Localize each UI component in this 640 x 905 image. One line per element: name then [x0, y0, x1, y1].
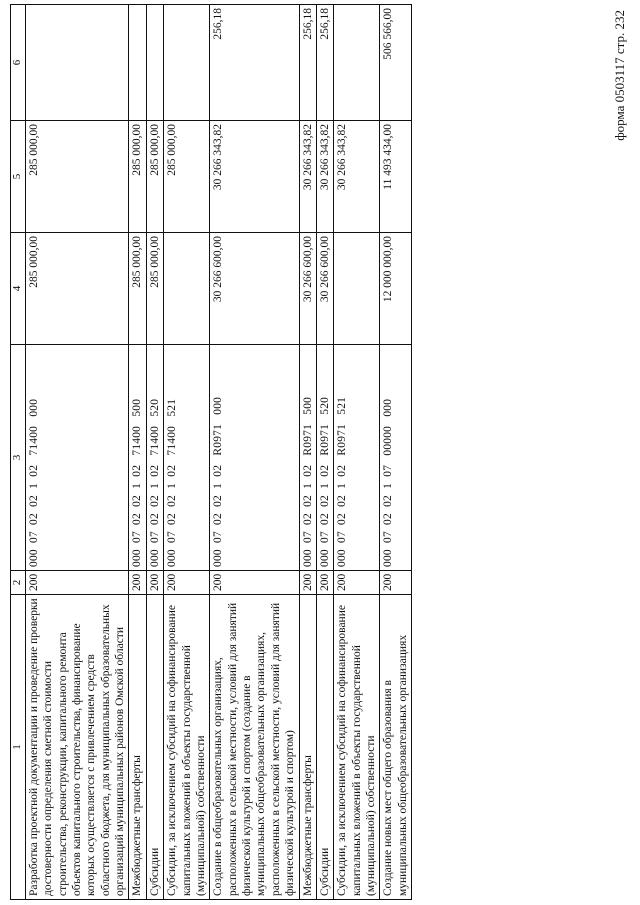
column-header: 6 [11, 5, 26, 121]
unexecuted-amount-cell [25, 5, 129, 121]
unexecuted-amount-cell: 256,18 [210, 5, 299, 121]
column-header: 1 [11, 595, 26, 900]
approved-amount-cell [164, 233, 210, 345]
budget-execution-table [10, 4, 412, 900]
table-row [210, 5, 299, 900]
table-row [129, 5, 146, 900]
column-number-row [11, 5, 26, 900]
executed-amount-cell: 285 000,00 [25, 121, 129, 233]
row-name-cell: Создание в общеобразовательных организациях, расположенных в сельской местности, условий для занятий физической культурой и спортом (создание в муниципальных общеобразовательных организациях, расположенных в сельской местности, условий для занятий физической культурой и спортом) [210, 595, 299, 900]
table-row [334, 5, 380, 900]
line-code-cell: 200 [380, 571, 412, 595]
table-row [299, 5, 316, 900]
budget-code-cell: 000 07 02 02 1 02 71400 521 [164, 345, 210, 571]
budget-code-cell: 000 07 02 02 1 02 71400 520 [146, 345, 163, 571]
executed-amount-cell: 30 266 343,82 [299, 121, 316, 233]
column-header: 3 [11, 345, 26, 571]
row-name-cell: Субсидии, за исключением субсидий на софинансирование капитальных вложений в объекты государственной (муниципальной) собственности [334, 595, 380, 900]
budget-code-cell: 000 07 02 02 1 02 71400 500 [129, 345, 146, 571]
line-code-cell: 200 [25, 571, 129, 595]
budget-code-cell: 000 07 02 02 1 02 R0971 520 [316, 345, 333, 571]
line-code-cell: 200 [164, 571, 210, 595]
line-code-cell: 200 [146, 571, 163, 595]
executed-amount-cell: 285 000,00 [129, 121, 146, 233]
executed-amount-cell: 11 493 434,00 [380, 121, 412, 233]
column-header: 5 [11, 121, 26, 233]
budget-code-cell: 000 07 02 02 1 07 00000 000 [380, 345, 412, 571]
approved-amount-cell [334, 233, 380, 345]
row-name-cell: Разработка проектной документации и проведение проверки достоверности определения сметной стоимости строительства, реконструкции, капитального ремонта объектов капитального строительства, финансирование которых осуществляется с привлечением средств областного бюджета, для муниципальных образовательных организаций муниципальных районов Омской области [25, 595, 129, 900]
approved-amount-cell: 30 266 600,00 [210, 233, 299, 345]
approved-amount-cell: 12 000 000,00 [380, 233, 412, 345]
budget-code-cell: 000 07 02 02 1 02 R0971 500 [299, 345, 316, 571]
executed-amount-cell: 30 266 343,82 [210, 121, 299, 233]
table-row [25, 5, 129, 900]
line-code-cell: 200 [210, 571, 299, 595]
executed-amount-cell: 285 000,00 [146, 121, 163, 233]
budget-code-cell: 000 07 02 02 1 02 R0971 521 [334, 345, 380, 571]
approved-amount-cell: 285 000,00 [146, 233, 163, 345]
approved-amount-cell: 30 266 600,00 [316, 233, 333, 345]
line-code-cell: 200 [299, 571, 316, 595]
approved-amount-cell: 285 000,00 [25, 233, 129, 345]
form-number-label: форма 0503117 стр. 232 [612, 10, 627, 141]
unexecuted-amount-cell [164, 5, 210, 121]
unexecuted-amount-cell [146, 5, 163, 121]
unexecuted-amount-cell: 256,18 [316, 5, 333, 121]
unexecuted-amount-cell [334, 5, 380, 121]
table-row [164, 5, 210, 900]
executed-amount-cell: 30 266 343,82 [316, 121, 333, 233]
row-name-cell: Межбюджетные трансферты [299, 595, 316, 900]
executed-amount-cell: 285 000,00 [164, 121, 210, 233]
unexecuted-amount-cell: 506 566,00 [380, 5, 412, 121]
unexecuted-amount-cell [129, 5, 146, 121]
line-code-cell: 200 [334, 571, 380, 595]
table-row [380, 5, 412, 900]
row-name-cell: Создание новых мест общего образования в муниципальных общеобразовательных организациях [380, 595, 412, 900]
budget-code-cell: 000 07 02 02 1 02 71400 000 [25, 345, 129, 571]
executed-amount-cell: 30 266 343,82 [334, 121, 380, 233]
table-body [25, 5, 411, 900]
row-name-cell: Субсидии [146, 595, 163, 900]
line-code-cell: 200 [316, 571, 333, 595]
row-name-cell: Субсидии [316, 595, 333, 900]
approved-amount-cell: 30 266 600,00 [299, 233, 316, 345]
budget-code-cell: 000 07 02 02 1 02 R0971 000 [210, 345, 299, 571]
table-row [146, 5, 163, 900]
unexecuted-amount-cell: 256,18 [299, 5, 316, 121]
column-header: 2 [11, 571, 26, 595]
table-row [316, 5, 333, 900]
row-name-cell: Субсидии, за исключением субсидий на софинансирование капитальных вложений в объекты государственной (муниципальной) собственности [164, 595, 210, 900]
column-header: 4 [11, 233, 26, 345]
line-code-cell: 200 [129, 571, 146, 595]
approved-amount-cell: 285 000,00 [129, 233, 146, 345]
row-name-cell: Межбюджетные трансферты [129, 595, 146, 900]
